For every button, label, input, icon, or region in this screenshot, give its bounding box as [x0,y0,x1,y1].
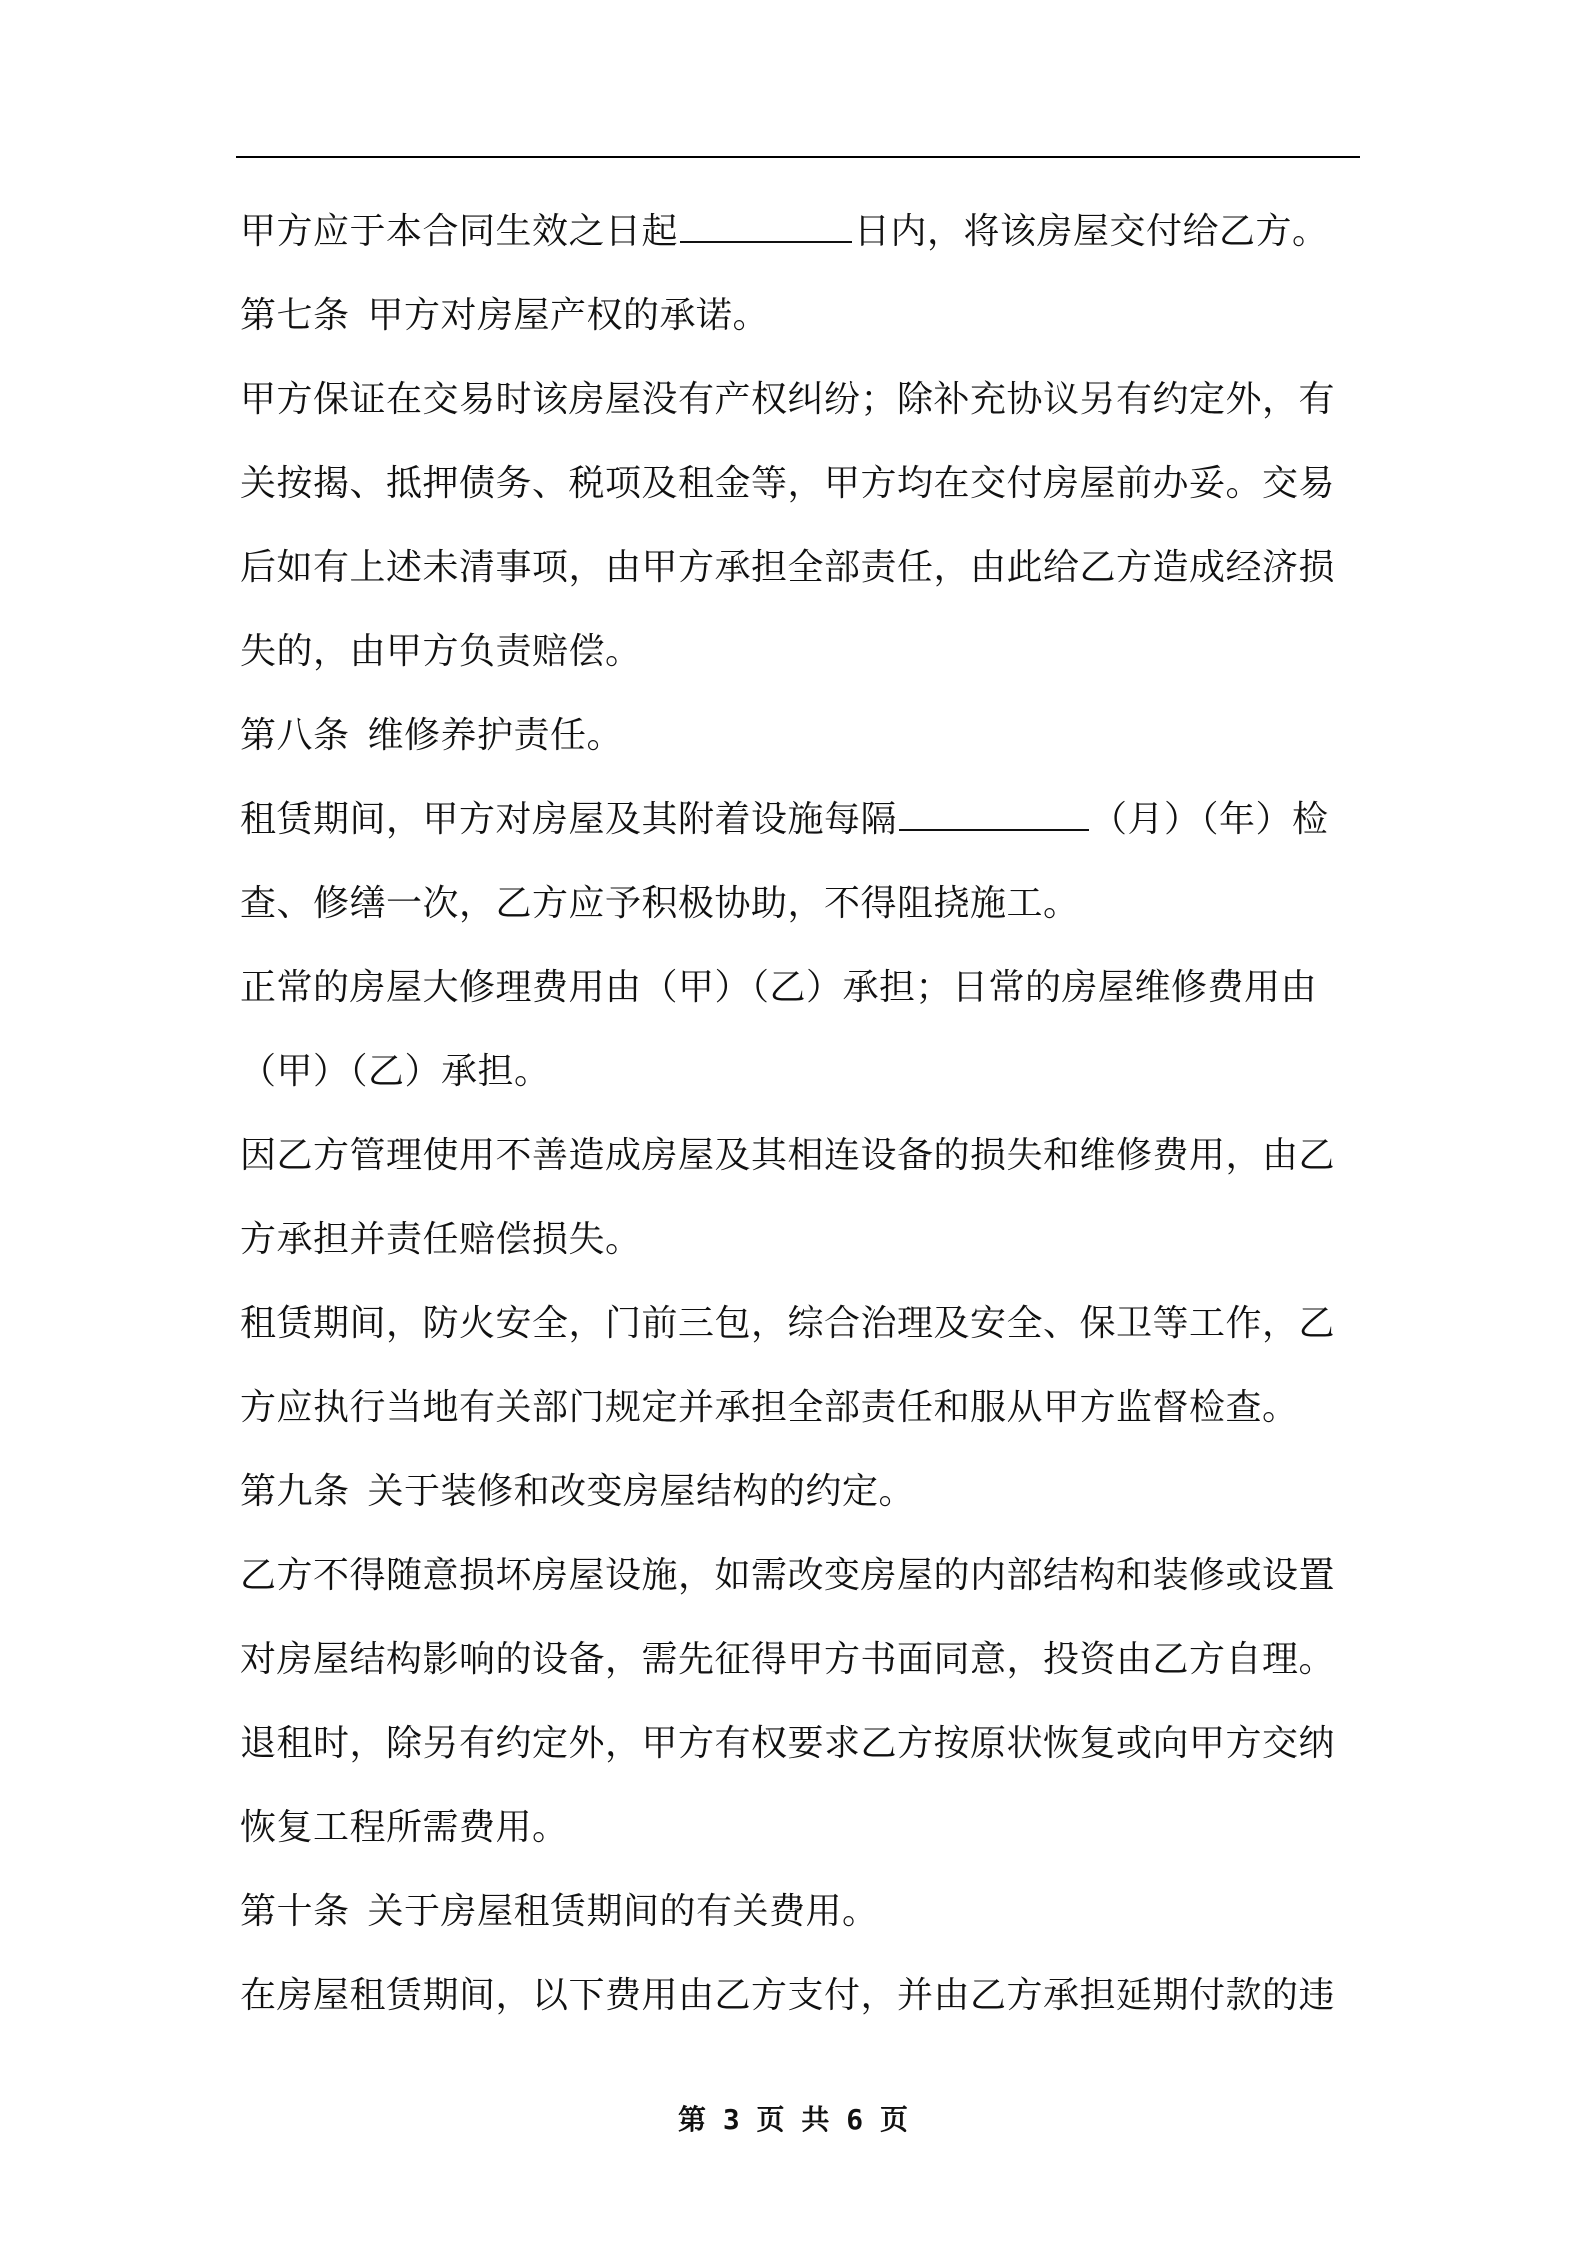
article-heading [240,1870,1358,1954]
paragraph-line: 恢复工程所需费用。 [240,1807,569,1848]
paragraph-line: 因乙方管理使用不善造成房屋及其相连设备的损失和维修费用，由乙 [240,1135,1336,1176]
paragraph-line: 对房屋结构影响的设备，需先征得甲方书面同意，投资由乙方自理。 [240,1639,1336,1680]
text-segment: 日内，将该房屋交付给乙方。 [854,211,1329,252]
article-title: 关于房屋租赁期间的有关费用。 [367,1891,879,1932]
paragraph-line: 后如有上述未清事项，由甲方承担全部责任，由此给乙方造成经济损 [240,547,1336,588]
paragraph-line: （甲）（乙）承担。 [240,1051,551,1092]
article-title: 维修养护责任。 [367,715,624,756]
paragraph-line: 租赁期间，防火安全，门前三包，综合治理及安全、保卫等工作，乙 [240,1303,1336,1344]
paragraph-line: 退租时，除另有约定外，甲方有权要求乙方按原状恢复或向甲方交纳 [240,1723,1336,1764]
article-title: 关于装修和改变房屋结构的约定。 [367,1471,916,1512]
article-number: 第十条 [240,1891,350,1932]
text-segment: （月）（年）检 [1091,799,1329,840]
paragraph-line: 乙方不得随意损坏房屋设施，如需改变房屋的内部结构和装修或设置 [240,1555,1336,1596]
paragraph-line: 在房屋租赁期间，以下费用由乙方支付，并由乙方承担延期付款的违 [240,1975,1336,2016]
article-heading [240,274,1358,358]
article-title: 甲方对房屋产权的承诺。 [367,295,770,336]
document-body [240,190,1358,2038]
paragraph-line: 方承担并责任赔偿损失。 [240,1219,642,1260]
article-heading [240,1450,1358,1534]
paragraph-line [240,190,1358,274]
text-segment: 租赁期间，甲方对房屋及其附着设施每隔 [240,799,898,840]
text-segment: 甲方应于本合同生效之日起 [240,211,679,252]
paragraph-line: 正常的房屋大修理费用由（甲）（乙）承担；日常的房屋维修费用由 [240,967,1318,1008]
fill-blank-days [680,205,852,243]
paragraph-line: 查、修缮一次，乙方应予积极协助，不得阻挠施工。 [240,883,1080,924]
article-number: 第九条 [240,1471,350,1512]
paragraph-line [240,778,1358,862]
article-heading [240,694,1358,778]
article-number: 第八条 [240,715,350,756]
article-number: 第七条 [240,295,350,336]
fill-blank-interval [899,793,1089,831]
paragraph-line: 关按揭、抵押债务、税项及租金等，甲方均在交付房屋前办妥。交易 [240,463,1336,504]
paragraph-line: 甲方保证在交易时该房屋没有产权纠纷；除补充协议另有约定外，有 [240,379,1336,420]
page-number: 第 3 页 共 6 页 [677,2103,908,2136]
header-rule [236,156,1360,158]
paragraph-line: 失的，由甲方负责赔偿。 [240,631,642,672]
paragraph-line: 方应执行当地有关部门规定并承担全部责任和服从甲方监督检查。 [240,1387,1299,1428]
